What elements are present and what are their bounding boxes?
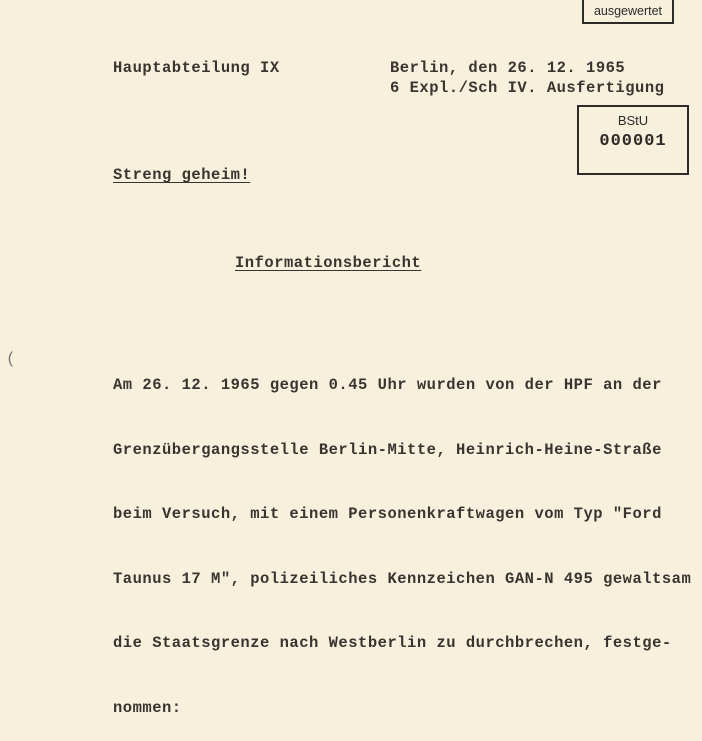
body-paragraph [113, 332, 691, 741]
body-line: beim Versuch, mit einem Personenkraftwagen vom Typ "Ford [113, 505, 662, 523]
body-line: die Staatsgrenze nach Westberlin zu durchbrechen, festge- [113, 634, 672, 652]
body-line: Grenzübergangsstelle Berlin-Mitte, Heinrich-Heine-Straße [113, 440, 662, 459]
document-title: Informationsbericht [235, 254, 422, 272]
evaluated-stamp-text: ausgewertet [593, 4, 663, 18]
place-date: Berlin, den 26. 12. 1965 [390, 59, 626, 77]
copies-line: 6 Expl./Sch IV. Ausfertigung [390, 79, 665, 97]
evaluated-stamp [582, 0, 674, 24]
classification: Streng geheim! [113, 166, 251, 184]
department: Hauptabteilung IX [113, 59, 280, 77]
archive-stamp [577, 105, 689, 175]
archive-label: BStU [617, 113, 649, 128]
body-line: Taunus 17 M", polizeiliches Kennzeichen GAN-N 495 gewaltsam [113, 569, 692, 588]
body-line: Am 26. 12. 1965 gegen 0.45 Uhr wurden von der HPF an der [113, 376, 662, 394]
margin-mark: ( [6, 350, 16, 368]
body-line: nommen: [113, 698, 182, 717]
archive-number: 000001 [599, 132, 667, 151]
